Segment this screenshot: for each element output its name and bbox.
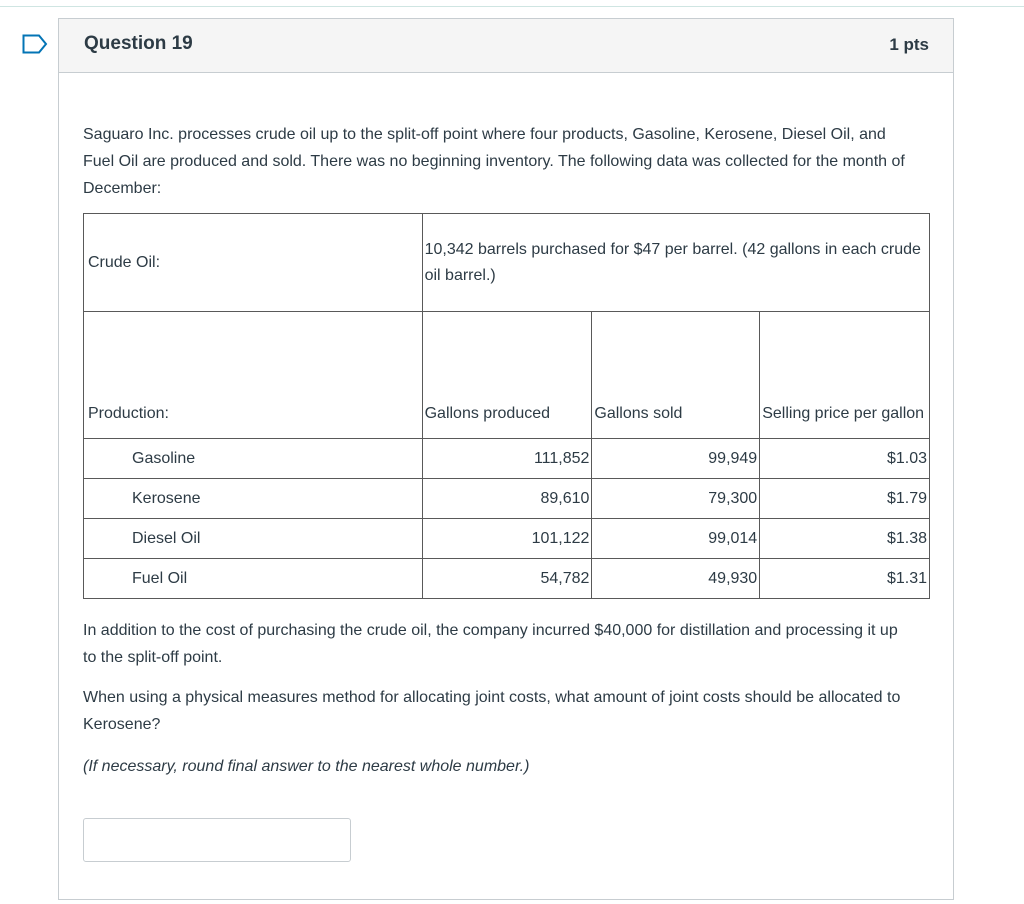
gallons-produced: 54,782 xyxy=(422,559,592,599)
intro-text: Saguaro Inc. processes crude oil up to the split-off point where four products, Gasoline, Kerosene, Diesel Oil, and Fuel Oil are produced and sold. There was no beginning inventory. The following data was collected for the month of December: xyxy=(83,126,905,197)
production-header-row xyxy=(84,312,930,439)
table-row xyxy=(84,439,930,479)
product-name: Fuel Oil xyxy=(84,559,423,599)
production-label: Production: xyxy=(84,312,423,439)
question-card xyxy=(58,18,954,900)
answer-input[interactable] xyxy=(83,818,351,862)
header-selling-price: Selling price per gallon xyxy=(760,312,930,439)
flag-question-icon[interactable] xyxy=(22,34,48,54)
crude-oil-label: Crude Oil: xyxy=(84,214,423,312)
additional-info xyxy=(83,617,913,671)
table-row xyxy=(84,479,930,519)
gallons-produced: 89,610 xyxy=(422,479,592,519)
product-name: Gasoline xyxy=(84,439,423,479)
selling-price: $1.31 xyxy=(760,559,930,599)
question-points: 1 pts xyxy=(889,35,929,54)
table-row xyxy=(84,519,930,559)
rounding-note xyxy=(83,753,913,780)
question-title: Question 19 xyxy=(84,33,193,54)
gallons-sold: 99,014 xyxy=(592,519,760,559)
product-name: Kerosene xyxy=(84,479,423,519)
crude-oil-description: 10,342 barrels purchased for $47 per barrel. (42 gallons in each crude oil barrel.) xyxy=(422,214,929,312)
gallons-sold: 99,949 xyxy=(592,439,760,479)
gallons-sold: 79,300 xyxy=(592,479,760,519)
top-divider xyxy=(0,6,1024,7)
selling-price: $1.38 xyxy=(760,519,930,559)
selling-price: $1.79 xyxy=(760,479,930,519)
gallons-produced: 111,852 xyxy=(422,439,592,479)
data-table xyxy=(83,213,930,599)
additional-text: In addition to the cost of purchasing the crude oil, the company incurred $40,000 for distillation and processing it up to the split-off point. xyxy=(83,622,898,666)
header-gallons-produced: Gallons produced xyxy=(422,312,592,439)
note-text: (If necessary, round final answer to the nearest whole number.) xyxy=(83,758,530,775)
gallons-sold: 49,930 xyxy=(592,559,760,599)
question-intro xyxy=(83,121,913,202)
selling-price: $1.03 xyxy=(760,439,930,479)
product-name: Diesel Oil xyxy=(84,519,423,559)
prompt-text: When using a physical measures method for allocating joint costs, what amount of joint costs should be allocated to Kerosene? xyxy=(83,689,901,733)
question-header xyxy=(59,19,953,73)
gallons-produced: 101,122 xyxy=(422,519,592,559)
crude-oil-row xyxy=(84,214,930,312)
table-row xyxy=(84,559,930,599)
question-prompt xyxy=(83,684,913,738)
header-gallons-sold: Gallons sold xyxy=(592,312,760,439)
